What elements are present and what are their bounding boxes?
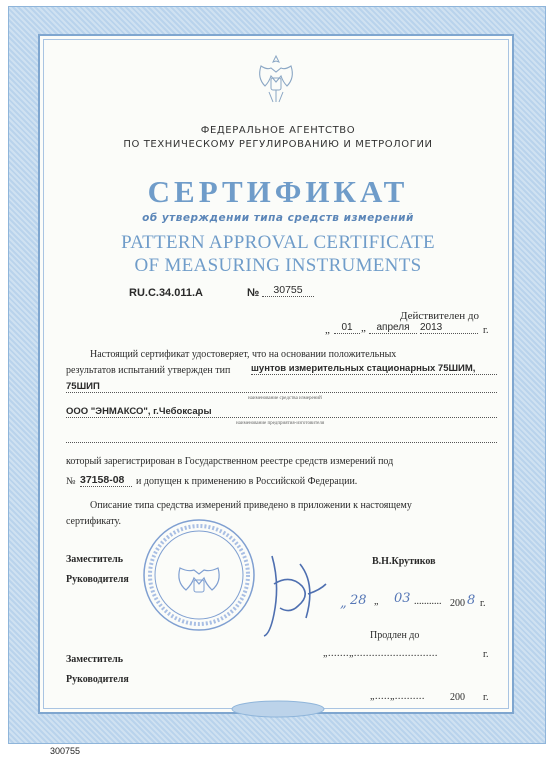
certificate-title: СЕРТИФИКАТ [147,174,409,209]
serial-number: 300755 [50,746,81,756]
agency-name-line1: ФЕДЕРАЛЬНОЕ АГЕНТСТВО [200,125,356,136]
instrument-name-line2: 75ШИП [66,381,497,393]
description-line2: сертификату. [66,516,122,527]
blank-line [66,434,497,443]
valid-year: 2013 [420,322,478,334]
valid-until-label: Действителен до [400,310,479,322]
deputy-label-2: Руководителя [66,574,129,585]
second-date-blank: „.....„.......... [370,691,425,702]
registry-number-label: № [66,476,76,487]
intro-line1: Настоящий сертификат удостоверяет, что на основании положительных [90,349,397,360]
intro-line2: результатов испытаний утвержден тип [66,365,231,376]
certificate-number: 30755 [262,284,314,297]
registry-suffix: и допущен к применению в Российской Федерации. [136,476,358,487]
coat-of-arms-icon [253,52,299,106]
sign-year-suffix: г. [480,598,486,609]
description-line1: Описание типа средства измерений приведено в приложении к настоящему [90,500,412,511]
agency-name-line2: ПО ТЕХНИЧЕСКОМУ РЕГУЛИРОВАНИЮ И МЕТРОЛОГИИ [123,139,433,150]
english-title-line1: PATTERN APPROVAL CERTIFICATE [121,232,435,253]
second-year: 200 [450,692,465,703]
second-year-suffix: г. [483,692,489,703]
extended-until-label: Продлен до [370,630,420,641]
sign-day: 28 [350,593,367,608]
signer-name: В.Н.Крутиков [372,556,436,567]
valid-day: 01 [334,322,360,334]
certificate-subtitle: об утверждении типа средств измерений [142,212,414,224]
manufacturer-name: ООО "ЭНМАКСО", г.Чебоксары [66,406,497,418]
extended-date-blank: „.......„............................ [323,648,438,659]
certificate-body: ФЕДЕРАЛЬНОЕ АГЕНТСТВО ПО ТЕХНИЧЕСКОМУ РЕГУЛИРОВАНИЮ И МЕТРОЛОГИИ СЕРТИФИКАТ об утверждении типа средств измерений PATTERN APPROVAL CERTIFICATE OF MEASURING INSTRUMENTS RU.C.34.011.A № 30755 Действителен до „ 01 „ апреля 2013 г. Настоящий сертификат удостоверяет, что на основании положительных результатов испытаний утвержден тип шунтов измерительных стационарных 75ШИМ, 75ШИП наименование средства измерений ООО "ЭНМАКСО", г.Чебоксары наименование предприятия-изготовителя который зарегистрирован в Государственном реестре средств измерений под № 37158-08 и допущен к применению в Российской Федерации. Описание типа средства измерений приведено в приложении к настоящему сертификату. Заместитель Руководителя В.Н.Крутиков „ 28 „ 03 ........... 200 8 г. Продлен до „.......„............................ г. Заместитель Руководителя „.....„.......... 200 г. [38,34,514,714]
instrument-name-line1: шунтов измерительных стационарных 75ШИМ, [251,363,497,375]
sign-month: 03 [394,591,411,606]
instrument-caption: наименование средства измерений [248,396,322,401]
manufacturer-caption: наименование предприятия-изготовителя [236,421,325,426]
handwritten-signature-icon [250,544,330,644]
english-title-line2: OF MEASURING INSTRUMENTS [134,255,422,276]
certificate-code: RU.C.34.011.A [129,287,203,299]
footer-stamp-icon [230,700,326,718]
deputy-label-1: Заместитель [66,554,124,565]
extended-year-suffix: г. [483,649,489,660]
registry-line: который зарегистрирован в Государственном реестре средств измерений под [66,456,394,467]
registry-number: 37158-08 [80,474,132,487]
deputy2-label-2: Руководителя [66,674,129,685]
sign-year-digit: 8 [467,593,476,608]
valid-year-suffix: г. [483,325,489,336]
number-label: № [247,287,260,299]
sign-year-prefix: 200 [450,598,465,609]
valid-month: апреля [369,322,417,334]
deputy2-label-1: Заместитель [66,654,124,665]
official-seal-icon [140,516,258,634]
